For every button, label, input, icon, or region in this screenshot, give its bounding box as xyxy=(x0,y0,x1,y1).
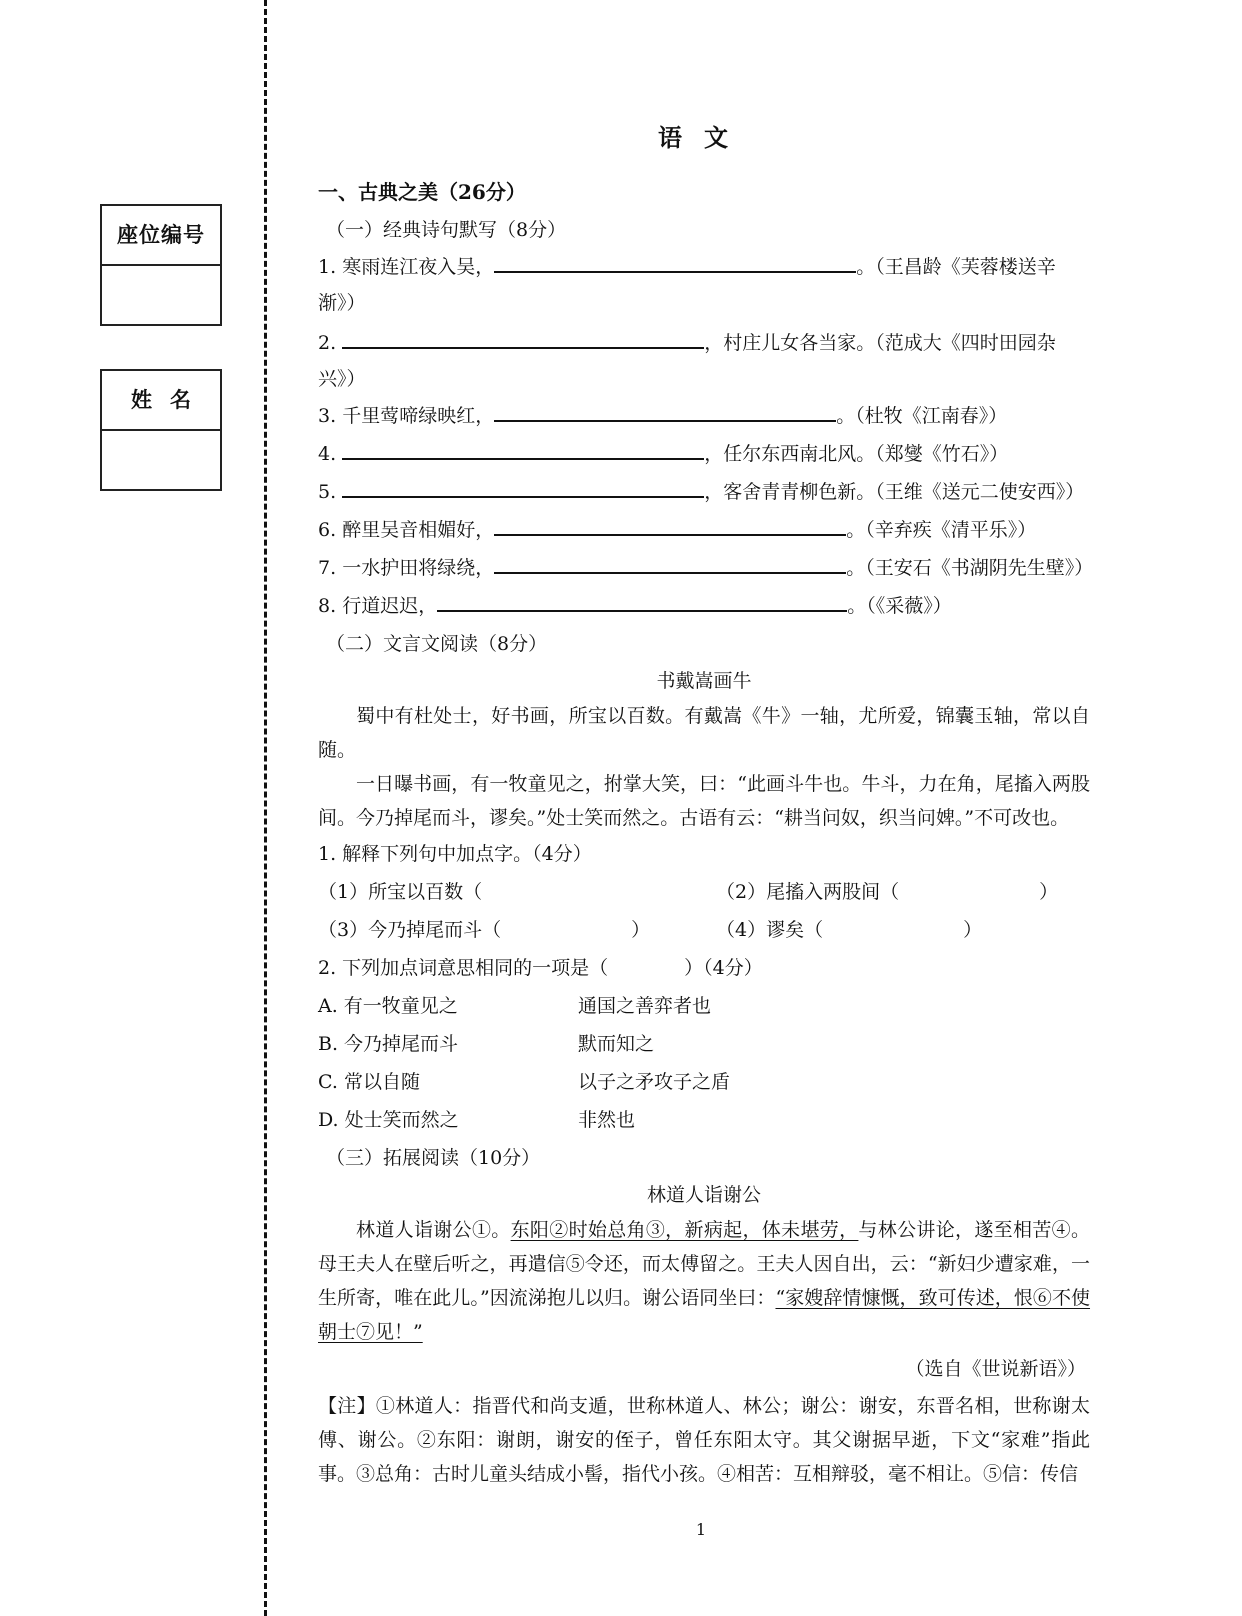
section-heading: 一、古典之美（26分） xyxy=(318,180,526,204)
passage-title: 林道人诣谢公 xyxy=(646,1184,761,1206)
poem-item-6: 6. 醉里吴音相媚好， 。（辛弃疾《清平乐》） xyxy=(318,511,1090,549)
answer-blank[interactable] xyxy=(494,550,846,574)
passage-title: 书戴嵩画牛 xyxy=(656,670,752,692)
name-box xyxy=(100,369,222,491)
question-heading: 1. 解释下列句中加点字。（4分） xyxy=(318,843,592,865)
option-row: D. 处士笑而然之 非然也 xyxy=(318,1109,636,1131)
poem-item-3: 3. 千里莺啼绿映红， 。（杜牧《江南春》） xyxy=(318,397,1090,435)
seat-number-box xyxy=(100,204,222,326)
answer-blank[interactable] xyxy=(342,436,704,460)
answer-blank[interactable] xyxy=(342,325,704,349)
question-heading: 2. 下列加点词意思相同的一项是（ ）（4分） xyxy=(318,957,763,979)
seat-number-label: 座位编号 xyxy=(102,206,220,266)
footnote: 【注】①林道人：指晋代和尚支遁，世称林道人、林公；谢公：谢安，东晋名相，世称谢太傅、谢公。②东阳：谢朗，谢安的侄子，曾任东阳太守。其父谢据早逝，下文“家难”指此事。③总角：古时儿童头结成小髻，指代小孩。④相苦：互相辩驳，毫不相让。⑤信：传信 xyxy=(318,1395,1090,1485)
poem-item-5: 5. ，客舍青青柳色新。（王维《送元二使安西》） xyxy=(318,473,1090,511)
answer-blank[interactable] xyxy=(494,398,836,422)
answer-blank[interactable] xyxy=(494,249,856,273)
poem-item-8: 8. 行道迟迟， 。（《采薇》） xyxy=(318,587,1090,625)
answer-blank[interactable] xyxy=(437,588,847,612)
part-heading: （三）拓展阅读（10分） xyxy=(326,1147,541,1169)
option-row: B. 今乃掉尾而斗 默而知之 xyxy=(318,1033,655,1055)
page-number: 1 xyxy=(695,1520,707,1539)
answer-blank[interactable] xyxy=(494,512,846,536)
page-title: 语文 xyxy=(658,123,750,152)
part-heading: （一）经典诗句默写（8分） xyxy=(326,219,567,241)
passage-paragraph: 一日曝书画，有一牧童见之，拊掌大笑，曰：“此画斗牛也。牛斗，力在角，尾搐入两股间。今乃掉尾而斗，谬矣。”处士笑而然之。古语有云：“耕当问奴，织当问婢。”不可改也。 xyxy=(318,773,1090,829)
poem-item-7: 7. 一水护田将绿绕， 。（王安石《书湖阴先生壁》） xyxy=(318,549,1090,587)
exam-paper xyxy=(318,118,1094,1491)
fold-dashed-line xyxy=(264,0,267,1616)
poem-item-4: 4. ，任尔东西南北风。（郑燮《竹石》） xyxy=(318,435,1090,473)
passage-paragraph: 蜀中有杜处士，好书画，所宝以百数。有戴嵩《牛》一轴，尤所爱，锦囊玉轴，常以自随。 xyxy=(318,705,1090,761)
name-field[interactable] xyxy=(102,431,220,489)
question-row: （3）今乃掉尾而斗（ ） （4）谬矣（ ） xyxy=(318,919,983,941)
source-citation: （选自《世说新语》） xyxy=(905,1358,1086,1380)
poem-item-2: 2. ，村庄儿女各当家。（范成大《四时田园杂 兴》） xyxy=(318,325,1090,397)
answer-blank[interactable] xyxy=(342,474,704,498)
option-row: C. 常以自随 以子之矛攻子之盾 xyxy=(318,1071,731,1093)
name-label: 姓名 xyxy=(102,371,220,431)
option-row: A. 有一牧童见之 通国之善弈者也 xyxy=(318,995,712,1017)
seat-number-field[interactable] xyxy=(102,266,220,324)
passage-paragraph: 林道人诣谢公①。东阳②时始总角③，新病起，体未堪劳，与林公讲论，遂至相苦④。母王夫人在壁后听之，再遣信⑤令还，而太傅留之。王夫人因自出，云：“新妇少遭家难，一生所寄，唯在此儿。”因流涕抱儿以归。谢公语同坐曰：“家嫂辞情慷慨，致可传述，恨⑥不使朝士⑦见！” xyxy=(318,1219,1091,1343)
poem-item-1: 1. 寒雨连江夜入吴， 。（王昌龄《芙蓉楼送辛 渐》） xyxy=(318,249,1090,321)
part-heading: （二）文言文阅读（8分） xyxy=(326,633,548,655)
question-row: （1）所宝以百数（ （2）尾搐入两股间（ ） xyxy=(318,881,1059,903)
